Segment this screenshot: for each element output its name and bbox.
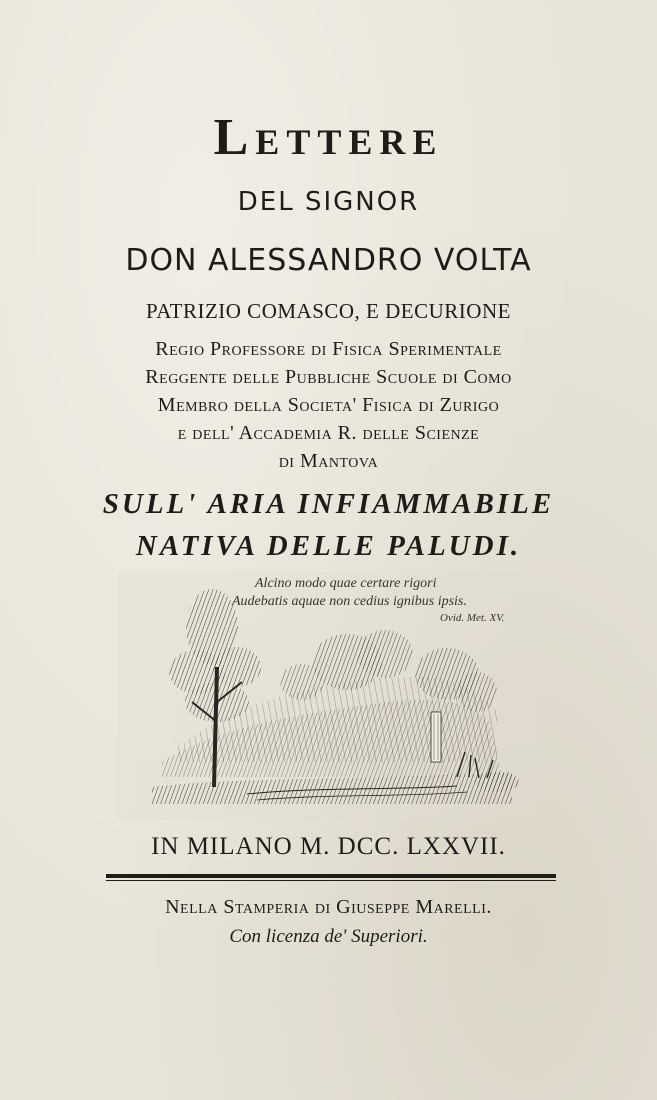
credential-line: e dell' Accademia R. delle Scienze [177, 422, 480, 444]
subject-line: NATIVA DELLE PALUDI. [135, 530, 522, 562]
printer-line: Nella Stamperia di Giuseppe Marelli. [165, 896, 492, 918]
author-name: DON ALESSANDRO VOLTA [125, 243, 532, 278]
engraving-motto: Alcino modo quae certare rigori [255, 576, 437, 591]
subject-line: SULL' ARIA INFIAMMABILE [102, 488, 555, 520]
credential-line: Membro della Societa' Fisica di Zurigo [157, 394, 500, 416]
divider-rule-thin [106, 880, 556, 881]
subtitle: DEL SIGNOR [237, 187, 420, 217]
credential-line: Regio Professore di Fisica Sperimentale [155, 338, 502, 360]
book-title: Lettere [213, 109, 444, 166]
credential-line: PATRIZIO COMASCO, E DECURIONE [146, 299, 511, 323]
engraving-motto: Audebatis aquae non cedius ignibus ipsis. [232, 594, 467, 609]
engraving-citation: Ovid. Met. XV. [440, 612, 505, 624]
credential-line: di Mantova [278, 450, 379, 472]
licence-line: Con licenza de' Superiori. [229, 926, 428, 947]
imprint-place-date: IN MILANO M. DCC. LXXVII. [151, 833, 506, 860]
credential-line: Reggente delle Pubbliche Scuole di Como [145, 366, 512, 388]
divider-rule [106, 874, 556, 878]
